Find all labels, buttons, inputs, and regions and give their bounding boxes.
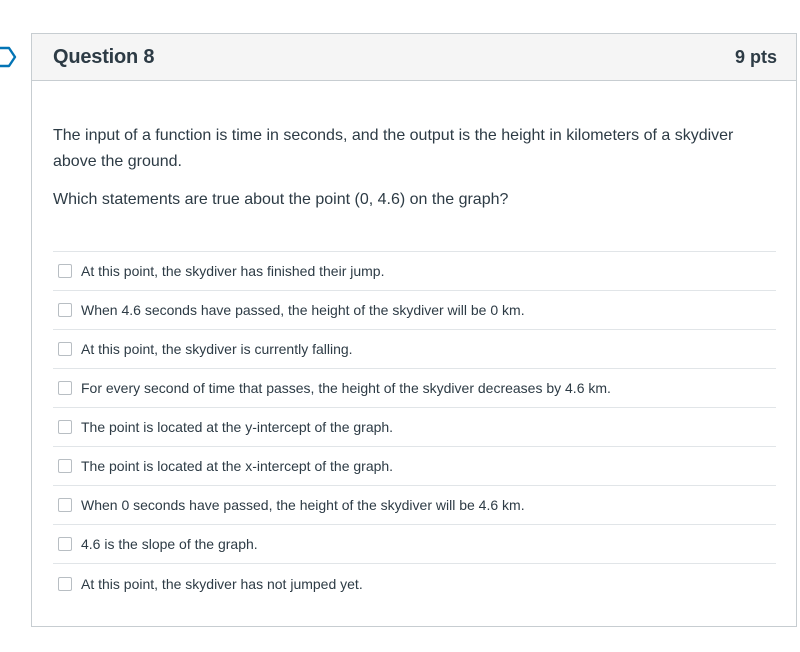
question-points: 9 pts (734, 46, 777, 67)
answer-option[interactable] (53, 564, 776, 603)
answer-option[interactable] (53, 408, 776, 447)
question-ask: Which statements are true about the point (0, 4.6) on the graph? (53, 191, 509, 208)
answer-label: For every second of time that passes, the height of the skydiver decreases by 4.6 km. (81, 380, 611, 396)
question-prompt: The input of a function is time in seconds, and the output is the height in kilometers of a skydiver above the ground. (53, 127, 734, 170)
answer-label: At this point, the skydiver has not jumped yet. (81, 575, 363, 592)
answer-label: The point is located at the y-intercept of the graph. (81, 419, 394, 435)
answer-checkbox[interactable] (58, 459, 72, 473)
answer-checkbox[interactable] (58, 264, 72, 278)
flag-question-icon[interactable] (0, 46, 18, 68)
answer-checkbox[interactable] (58, 577, 72, 591)
answer-option[interactable] (53, 330, 776, 369)
answer-label: The point is located at the x-intercept of the graph. (81, 458, 394, 474)
answer-list (53, 251, 776, 603)
answer-checkbox[interactable] (58, 537, 72, 551)
answer-option[interactable] (53, 369, 776, 408)
answer-checkbox[interactable] (58, 381, 72, 395)
answer-option[interactable] (53, 252, 776, 291)
answer-label: At this point, the skydiver has finished their jump. (81, 263, 385, 279)
answer-label: When 4.6 seconds have passed, the height of the skydiver will be 0 km. (81, 302, 525, 318)
answer-checkbox[interactable] (58, 303, 72, 317)
answer-option[interactable] (53, 447, 776, 486)
answer-option[interactable] (53, 525, 776, 564)
answer-label: At this point, the skydiver is currently falling. (81, 341, 353, 357)
answer-checkbox[interactable] (58, 342, 72, 356)
question-text (53, 123, 776, 213)
answer-checkbox[interactable] (58, 498, 72, 512)
answer-option[interactable] (53, 486, 776, 525)
question-header (32, 34, 796, 81)
answer-checkbox[interactable] (58, 420, 72, 434)
answer-label: 4.6 is the slope of the graph. (81, 536, 258, 552)
question-body (32, 81, 796, 603)
question-card (31, 33, 797, 627)
answer-option[interactable] (53, 291, 776, 330)
answer-label: When 0 seconds have passed, the height of the skydiver will be 4.6 km. (81, 497, 525, 513)
question-title: Question 8 (53, 45, 155, 68)
